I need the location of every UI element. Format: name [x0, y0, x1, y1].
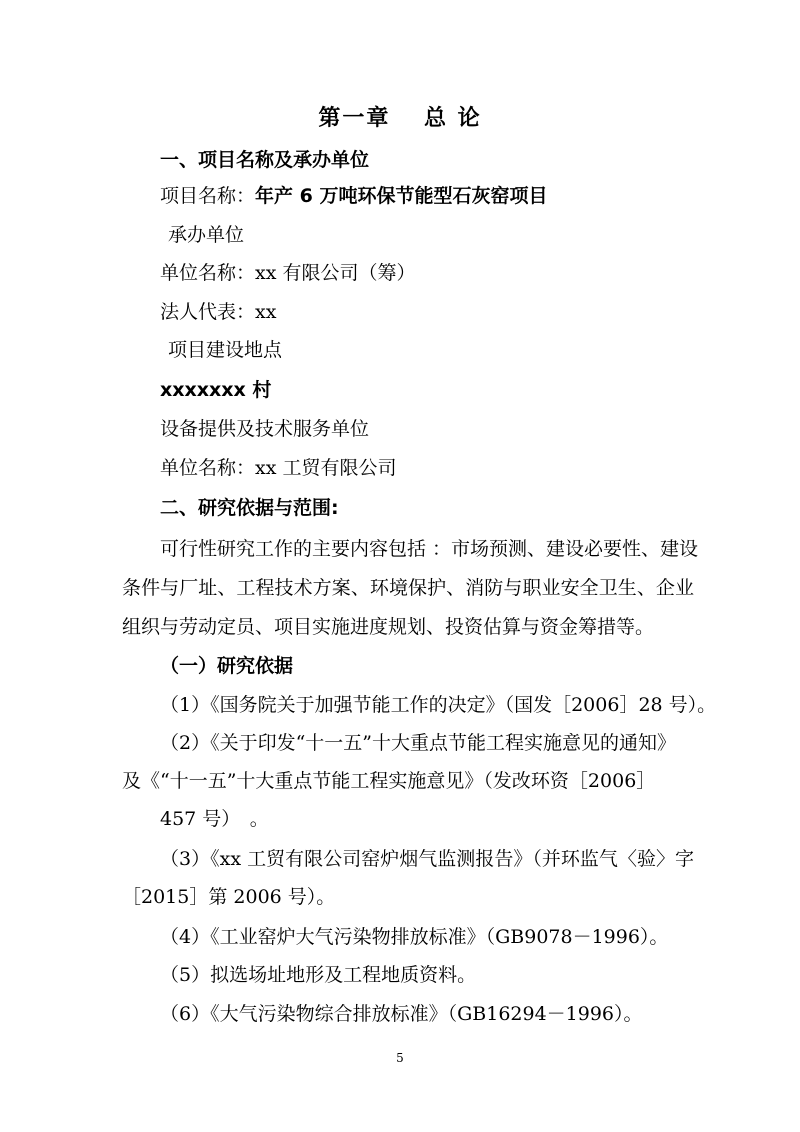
reference-item-2-line-1: （2）《关于印发“十一五”十大重点节能工程实施意见的通知》: [160, 732, 677, 754]
site-value: xxxxxxx 村: [160, 379, 272, 401]
site-heading: 项目建设地点: [168, 339, 283, 361]
reference-item-2-line-3: 457 号） 。: [160, 808, 269, 830]
scope-paragraph-line-3: 组织与劳动定员、项目实施进度规划、投资估算与资金筹措等。: [122, 616, 655, 638]
project-name-value: 年产 6 万吨环保节能型石灰窑项目: [255, 185, 548, 207]
scope-paragraph-line-2: 条件与厂址、工程技术方案、环境保护、消防与职业安全卫生、企业: [122, 577, 694, 599]
reference-item-3-line-1: （3）《xx 工贸有限公司窑炉烟气监测报告》（并环监气〈验〉字: [160, 848, 694, 870]
section-heading-project: 一、项目名称及承办单位: [160, 149, 370, 171]
page-number: 5: [396, 1051, 404, 1065]
project-name-label: 项目名称：: [160, 185, 256, 207]
supplier-heading: 设备提供及技术服务单位: [160, 418, 370, 440]
reference-item-2-line-2: 及《“十一五”十大重点节能工程实施意见》（发改环资［2006］: [122, 770, 656, 792]
project-name-line: [160, 183, 547, 209]
reference-item-6: （6）《大气污染物综合排放标准》（GB16294－1996）。: [160, 1003, 643, 1025]
chapter-title: 第一章 总 论: [318, 106, 482, 131]
legal-representative-line: 法人代表：xx: [160, 301, 277, 323]
reference-item-4: （4）《工业窑炉大气污染物排放标准》（GB9078－1996）。: [160, 926, 669, 948]
section-heading-research: 二、研究依据与范围:: [160, 497, 339, 519]
scope-paragraph-line-1: 可行性研究工作的主要内容包括 ：市场预测、建设必要性、建设: [160, 538, 699, 560]
undertaker-heading: 承办单位: [168, 224, 245, 246]
supplier-name-line: 单位名称：xx 工贸有限公司: [160, 457, 397, 479]
reference-item-5: （5）拟选场址地形及工程地质资料。: [160, 964, 477, 986]
research-basis-subheading: （一）研究依据: [160, 655, 294, 677]
reference-item-3-line-2: ［2015］第 2006 号）。: [122, 886, 336, 908]
unit-name-line: 单位名称：xx 有限公司（筹）: [160, 262, 416, 284]
reference-item-1: （1）《国务院关于加强节能工作的决定》（国发［2006］28 号）。: [160, 694, 717, 716]
